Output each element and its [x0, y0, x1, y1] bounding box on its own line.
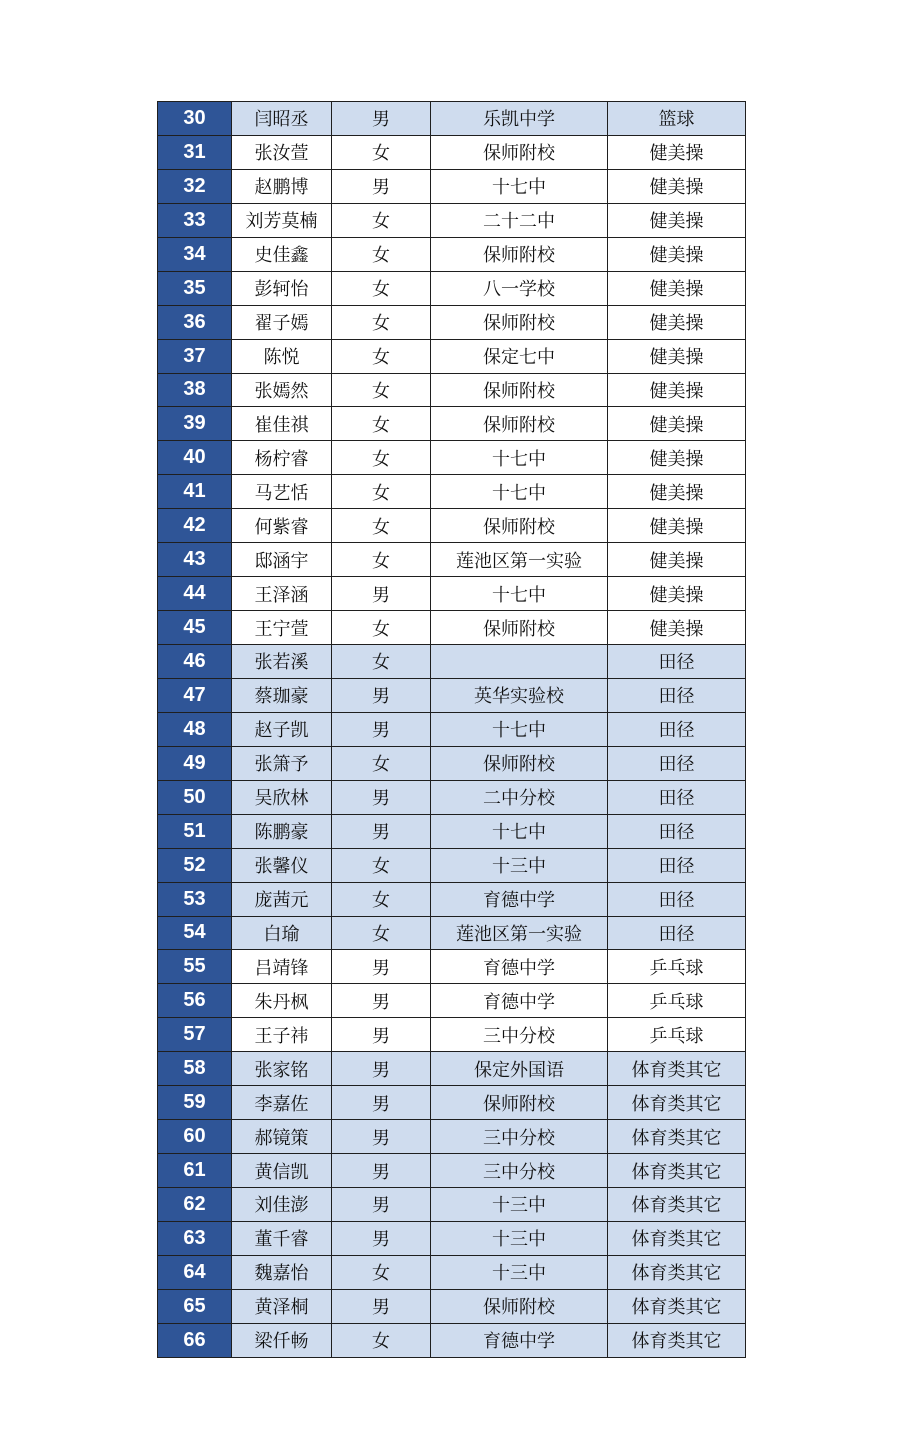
- student-gender: 女: [332, 407, 431, 441]
- student-name: 张汝萱: [232, 135, 332, 169]
- student-name: 张家铭: [232, 1052, 332, 1086]
- sport-category: 健美操: [608, 237, 746, 271]
- table-row: [158, 237, 746, 271]
- student-school: 十七中: [431, 441, 608, 475]
- table-row: [158, 203, 746, 237]
- student-name: 郝镜策: [232, 1120, 332, 1154]
- row-number: 50: [158, 780, 232, 814]
- student-gender: 男: [332, 1221, 431, 1255]
- student-school: 十七中: [431, 814, 608, 848]
- sport-category: 健美操: [608, 339, 746, 373]
- student-name: 翟子嫣: [232, 305, 332, 339]
- student-school: 育德中学: [431, 984, 608, 1018]
- row-number: 47: [158, 678, 232, 712]
- student-name: 张馨仪: [232, 848, 332, 882]
- row-number: 34: [158, 237, 232, 271]
- student-name: 董千睿: [232, 1221, 332, 1255]
- student-school: 保师附校: [431, 611, 608, 645]
- row-number: 54: [158, 916, 232, 950]
- sport-category: 田径: [608, 814, 746, 848]
- student-gender: 女: [332, 509, 431, 543]
- table-row: [158, 509, 746, 543]
- student-name: 何紫睿: [232, 509, 332, 543]
- student-school: 保定外国语: [431, 1052, 608, 1086]
- sport-category: 健美操: [608, 135, 746, 169]
- sport-category: 健美操: [608, 509, 746, 543]
- row-number: 63: [158, 1221, 232, 1255]
- table-row: [158, 1052, 746, 1086]
- student-school: 育德中学: [431, 950, 608, 984]
- sport-category: 乒乓球: [608, 1018, 746, 1052]
- table-row: [158, 1221, 746, 1255]
- student-gender: 男: [332, 1188, 431, 1222]
- student-name: 黄泽桐: [232, 1289, 332, 1323]
- row-number: 56: [158, 984, 232, 1018]
- table-row: [158, 1018, 746, 1052]
- student-gender: 女: [332, 373, 431, 407]
- table-row: [158, 135, 746, 169]
- sport-category: 田径: [608, 746, 746, 780]
- student-gender: 男: [332, 678, 431, 712]
- student-name: 王宁萱: [232, 611, 332, 645]
- sport-category: 健美操: [608, 169, 746, 203]
- student-name: 史佳鑫: [232, 237, 332, 271]
- student-gender: 男: [332, 1120, 431, 1154]
- row-number: 55: [158, 950, 232, 984]
- table-row: [158, 1188, 746, 1222]
- row-number: 49: [158, 746, 232, 780]
- student-gender: 男: [332, 814, 431, 848]
- student-school: 莲池区第一实验: [431, 543, 608, 577]
- table-row: [158, 1289, 746, 1323]
- table-row: [158, 1120, 746, 1154]
- student-name: 崔佳祺: [232, 407, 332, 441]
- table-row: [158, 814, 746, 848]
- student-name: 蔡珈豪: [232, 678, 332, 712]
- sport-category: 体育类其它: [608, 1052, 746, 1086]
- sport-category: 健美操: [608, 373, 746, 407]
- student-school: 乐凯中学: [431, 102, 608, 136]
- sport-category: 健美操: [608, 271, 746, 305]
- sport-category: 篮球: [608, 102, 746, 136]
- student-gender: 女: [332, 916, 431, 950]
- row-number: 44: [158, 577, 232, 611]
- student-school: 保师附校: [431, 135, 608, 169]
- sport-category: 健美操: [608, 305, 746, 339]
- table-row: [158, 1323, 746, 1357]
- table-row: [158, 441, 746, 475]
- sport-category: 体育类其它: [608, 1154, 746, 1188]
- table-row: [158, 339, 746, 373]
- student-name: 陈悦: [232, 339, 332, 373]
- student-gender: 女: [332, 1323, 431, 1357]
- sport-category: 体育类其它: [608, 1120, 746, 1154]
- student-name: 黄信凯: [232, 1154, 332, 1188]
- table-row: [158, 746, 746, 780]
- student-school: 十七中: [431, 169, 608, 203]
- student-name: 闫昭丞: [232, 102, 332, 136]
- student-gender: 男: [332, 577, 431, 611]
- table-row: [158, 577, 746, 611]
- student-gender: 男: [332, 1154, 431, 1188]
- student-name: 庞茜元: [232, 882, 332, 916]
- sport-category: 健美操: [608, 203, 746, 237]
- sport-category: 田径: [608, 882, 746, 916]
- student-school: 保师附校: [431, 509, 608, 543]
- sport-category: 体育类其它: [608, 1255, 746, 1289]
- row-number: 58: [158, 1052, 232, 1086]
- student-name: 邸涵宇: [232, 543, 332, 577]
- student-gender: 女: [332, 645, 431, 679]
- student-name: 杨柠睿: [232, 441, 332, 475]
- student-school: 十七中: [431, 577, 608, 611]
- student-school: [431, 645, 608, 679]
- table-row: [158, 475, 746, 509]
- student-name: 马艺恬: [232, 475, 332, 509]
- row-number: 42: [158, 509, 232, 543]
- student-name: 刘芳莫楠: [232, 203, 332, 237]
- student-name: 吕靖锋: [232, 950, 332, 984]
- student-school: 保定七中: [431, 339, 608, 373]
- student-gender: 女: [332, 882, 431, 916]
- row-number: 57: [158, 1018, 232, 1052]
- student-school: 十三中: [431, 1221, 608, 1255]
- row-number: 41: [158, 475, 232, 509]
- row-number: 39: [158, 407, 232, 441]
- student-school: 十三中: [431, 1188, 608, 1222]
- row-number: 65: [158, 1289, 232, 1323]
- student-gender: 女: [332, 203, 431, 237]
- row-number: 48: [158, 712, 232, 746]
- student-gender: 男: [332, 984, 431, 1018]
- student-school: 育德中学: [431, 882, 608, 916]
- table-row: [158, 611, 746, 645]
- table-row: [158, 645, 746, 679]
- table-row: [158, 712, 746, 746]
- sport-category: 田径: [608, 645, 746, 679]
- student-school: 保师附校: [431, 1289, 608, 1323]
- sport-category: 田径: [608, 678, 746, 712]
- sport-category: 乒乓球: [608, 950, 746, 984]
- student-name: 魏嘉怡: [232, 1255, 332, 1289]
- table-row: [158, 373, 746, 407]
- row-number: 62: [158, 1188, 232, 1222]
- student-gender: 男: [332, 950, 431, 984]
- table-row: [158, 916, 746, 950]
- row-number: 30: [158, 102, 232, 136]
- roster-body: [158, 102, 746, 1358]
- sport-category: 体育类其它: [608, 1221, 746, 1255]
- student-gender: 女: [332, 237, 431, 271]
- student-name: 赵子凯: [232, 712, 332, 746]
- sport-category: 田径: [608, 916, 746, 950]
- row-number: 51: [158, 814, 232, 848]
- sport-category: 健美操: [608, 407, 746, 441]
- student-school: 三中分校: [431, 1120, 608, 1154]
- student-gender: 女: [332, 611, 431, 645]
- student-school: 二十二中: [431, 203, 608, 237]
- sport-category: 健美操: [608, 611, 746, 645]
- student-school: 保师附校: [431, 373, 608, 407]
- student-name: 刘佳澎: [232, 1188, 332, 1222]
- student-school: 保师附校: [431, 407, 608, 441]
- student-school: 保师附校: [431, 746, 608, 780]
- sport-category: 健美操: [608, 475, 746, 509]
- student-school: 十七中: [431, 712, 608, 746]
- table-row: [158, 678, 746, 712]
- row-number: 53: [158, 882, 232, 916]
- student-gender: 男: [332, 169, 431, 203]
- student-name: 白瑜: [232, 916, 332, 950]
- student-gender: 男: [332, 1018, 431, 1052]
- row-number: 35: [158, 271, 232, 305]
- student-name: 朱丹枫: [232, 984, 332, 1018]
- student-school: 保师附校: [431, 1086, 608, 1120]
- table-row: [158, 950, 746, 984]
- table-row: [158, 984, 746, 1018]
- student-gender: 女: [332, 746, 431, 780]
- table-row: [158, 305, 746, 339]
- sport-category: 田径: [608, 848, 746, 882]
- student-school: 三中分校: [431, 1154, 608, 1188]
- sport-category: 健美操: [608, 577, 746, 611]
- student-gender: 男: [332, 1289, 431, 1323]
- student-name: 梁仟畅: [232, 1323, 332, 1357]
- row-number: 64: [158, 1255, 232, 1289]
- row-number: 60: [158, 1120, 232, 1154]
- student-school: 英华实验校: [431, 678, 608, 712]
- student-name: 彭轲怡: [232, 271, 332, 305]
- row-number: 45: [158, 611, 232, 645]
- table-row: [158, 1255, 746, 1289]
- student-gender: 女: [332, 848, 431, 882]
- student-school: 十三中: [431, 1255, 608, 1289]
- student-roster-table: [157, 101, 746, 1358]
- row-number: 32: [158, 169, 232, 203]
- student-name: 张若溪: [232, 645, 332, 679]
- student-gender: 女: [332, 339, 431, 373]
- table-row: [158, 271, 746, 305]
- student-gender: 男: [332, 102, 431, 136]
- table-row: [158, 1154, 746, 1188]
- student-name: 吴欣林: [232, 780, 332, 814]
- sport-category: 田径: [608, 780, 746, 814]
- table-row: [158, 102, 746, 136]
- student-school: 十三中: [431, 848, 608, 882]
- student-name: 陈鹏豪: [232, 814, 332, 848]
- row-number: 33: [158, 203, 232, 237]
- sport-category: 体育类其它: [608, 1323, 746, 1357]
- student-gender: 女: [332, 271, 431, 305]
- sport-category: 健美操: [608, 441, 746, 475]
- student-school: 三中分校: [431, 1018, 608, 1052]
- table-row: [158, 169, 746, 203]
- student-name: 赵鹏博: [232, 169, 332, 203]
- student-gender: 女: [332, 475, 431, 509]
- sport-category: 体育类其它: [608, 1086, 746, 1120]
- table-row: [158, 882, 746, 916]
- table-row: [158, 848, 746, 882]
- student-gender: 女: [332, 543, 431, 577]
- student-gender: 男: [332, 780, 431, 814]
- sport-category: 体育类其它: [608, 1289, 746, 1323]
- student-gender: 女: [332, 135, 431, 169]
- student-gender: 男: [332, 712, 431, 746]
- row-number: 46: [158, 645, 232, 679]
- sport-category: 体育类其它: [608, 1188, 746, 1222]
- student-gender: 女: [332, 1255, 431, 1289]
- student-name: 张嫣然: [232, 373, 332, 407]
- table-row: [158, 780, 746, 814]
- student-name: 王子祎: [232, 1018, 332, 1052]
- student-name: 张箫予: [232, 746, 332, 780]
- student-school: 保师附校: [431, 237, 608, 271]
- student-school: 十七中: [431, 475, 608, 509]
- student-gender: 女: [332, 441, 431, 475]
- student-gender: 男: [332, 1052, 431, 1086]
- table-row: [158, 407, 746, 441]
- row-number: 43: [158, 543, 232, 577]
- student-school: 八一学校: [431, 271, 608, 305]
- table-row: [158, 1086, 746, 1120]
- student-gender: 男: [332, 1086, 431, 1120]
- student-name: 王泽涵: [232, 577, 332, 611]
- student-name: 李嘉佐: [232, 1086, 332, 1120]
- row-number: 31: [158, 135, 232, 169]
- row-number: 38: [158, 373, 232, 407]
- sport-category: 乒乓球: [608, 984, 746, 1018]
- row-number: 40: [158, 441, 232, 475]
- row-number: 61: [158, 1154, 232, 1188]
- student-school: 二中分校: [431, 780, 608, 814]
- student-gender: 女: [332, 305, 431, 339]
- table-row: [158, 543, 746, 577]
- student-school: 保师附校: [431, 305, 608, 339]
- row-number: 66: [158, 1323, 232, 1357]
- student-school: 莲池区第一实验: [431, 916, 608, 950]
- student-school: 育德中学: [431, 1323, 608, 1357]
- row-number: 59: [158, 1086, 232, 1120]
- row-number: 37: [158, 339, 232, 373]
- row-number: 52: [158, 848, 232, 882]
- sport-category: 田径: [608, 712, 746, 746]
- row-number: 36: [158, 305, 232, 339]
- sport-category: 健美操: [608, 543, 746, 577]
